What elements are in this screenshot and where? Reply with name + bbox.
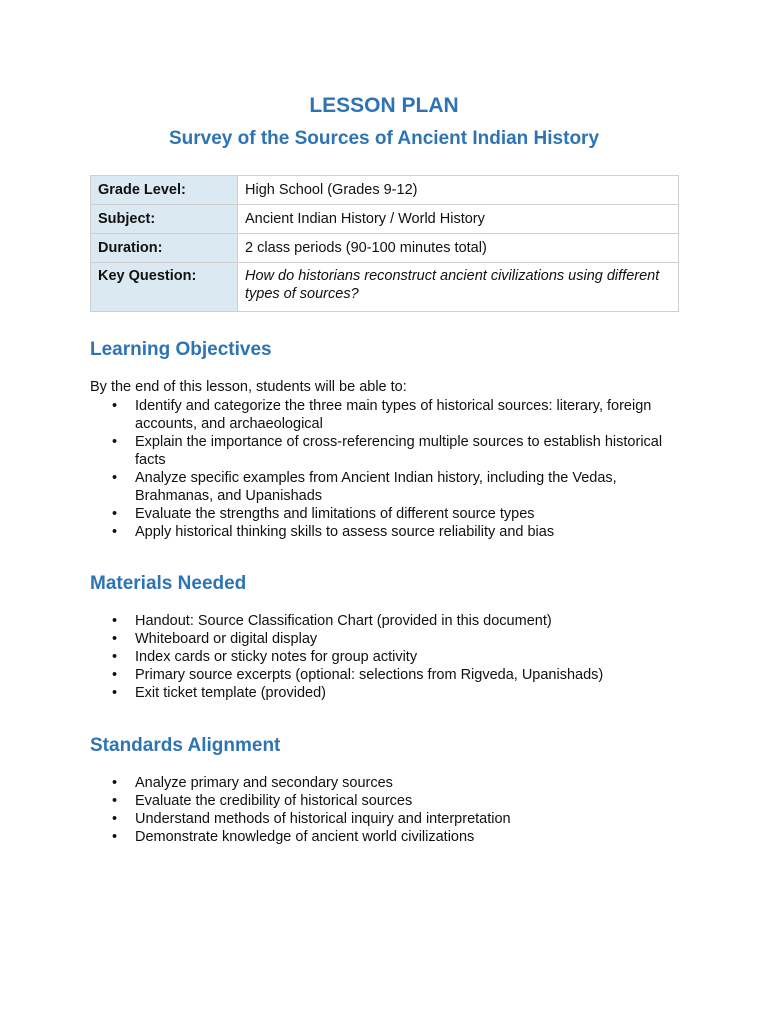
grade-level-label: Grade Level: <box>91 176 238 205</box>
table-row <box>91 205 679 234</box>
grade-level-value: High School (Grades 9-12) <box>238 176 679 205</box>
list-item-text: Index cards or sticky notes for group activity <box>135 649 418 665</box>
document-title: LESSON PLAN <box>309 94 459 117</box>
list-item-text: Analyze specific examples from Ancient Indian history, including the Vedas, Brahmanas, and Upanishads <box>135 470 617 504</box>
list-item <box>90 523 690 541</box>
list-item-text: Demonstrate knowledge of ancient world civilizations <box>135 829 475 845</box>
bullet-icon: • <box>112 613 118 629</box>
table-row <box>91 263 679 312</box>
document-subtitle: Survey of the Sources of Ancient Indian History <box>168 128 600 149</box>
list-item-text: Primary source excerpts (optional: selections from Rigveda, Upanishads) <box>135 667 604 683</box>
bullet-icon: • <box>112 631 118 647</box>
list-item-text: Evaluate the credibility of historical sources <box>135 793 413 809</box>
list-item-text: Explain the importance of cross-referencing multiple sources to establish historical facts <box>135 434 663 468</box>
list-item-text: Analyze primary and secondary sources <box>135 775 393 791</box>
bullet-icon: • <box>112 811 118 827</box>
list-item-text: Evaluate the strengths and limitations of different source types <box>135 506 535 522</box>
materials-heading: Materials Needed <box>90 573 247 594</box>
list-item-text: Apply historical thinking skills to assess source reliability and bias <box>135 524 555 540</box>
duration-label: Duration: <box>91 234 238 263</box>
list-item-text: Handout: Source Classification Chart (provided in this document) <box>135 613 552 629</box>
lesson-info-table <box>90 175 679 312</box>
table-row <box>91 176 679 205</box>
subject-value: Ancient Indian History / World History <box>238 205 679 234</box>
standards-list <box>90 774 690 846</box>
key-question-label: Key Question: <box>91 263 238 312</box>
bullet-icon: • <box>112 524 118 540</box>
list-item-text: Whiteboard or digital display <box>135 631 318 647</box>
bullet-icon: • <box>112 506 118 522</box>
bullet-icon: • <box>112 685 118 701</box>
list-item <box>90 810 690 828</box>
list-item <box>90 433 690 469</box>
list-item-text: Identify and categorize the three main types of historical sources: literary, foreign accounts, and archaeological <box>135 398 652 432</box>
key-question-value: How do historians reconstruct ancient civilizations using different types of sources? <box>238 263 679 312</box>
list-item-text: Exit ticket template (provided) <box>135 685 326 701</box>
list-item <box>90 774 690 792</box>
bullet-icon: • <box>112 775 118 791</box>
standards-heading: Standards Alignment <box>90 735 281 756</box>
list-item <box>90 792 690 810</box>
list-item-text: Understand methods of historical inquiry and interpretation <box>135 811 511 827</box>
bullet-icon: • <box>112 829 118 845</box>
list-item <box>90 469 690 505</box>
learning-objectives-heading: Learning Objectives <box>90 339 272 360</box>
objectives-intro: By the end of this lesson, students will be able to: <box>90 379 407 395</box>
list-item <box>90 684 690 702</box>
duration-value: 2 class periods (90-100 minutes total) <box>238 234 679 263</box>
subject-label: Subject: <box>91 205 238 234</box>
list-item <box>90 612 690 630</box>
bullet-icon: • <box>112 649 118 665</box>
bullet-icon: • <box>112 398 118 414</box>
list-item <box>90 828 690 846</box>
bullet-icon: • <box>112 667 118 683</box>
bullet-icon: • <box>112 793 118 809</box>
list-item <box>90 397 690 433</box>
list-item <box>90 505 690 523</box>
list-item <box>90 630 690 648</box>
list-item <box>90 666 690 684</box>
list-item <box>90 648 690 666</box>
table-row <box>91 234 679 263</box>
objectives-list <box>90 397 690 541</box>
materials-list <box>90 612 690 702</box>
bullet-icon: • <box>112 470 118 486</box>
bullet-icon: • <box>112 434 118 450</box>
